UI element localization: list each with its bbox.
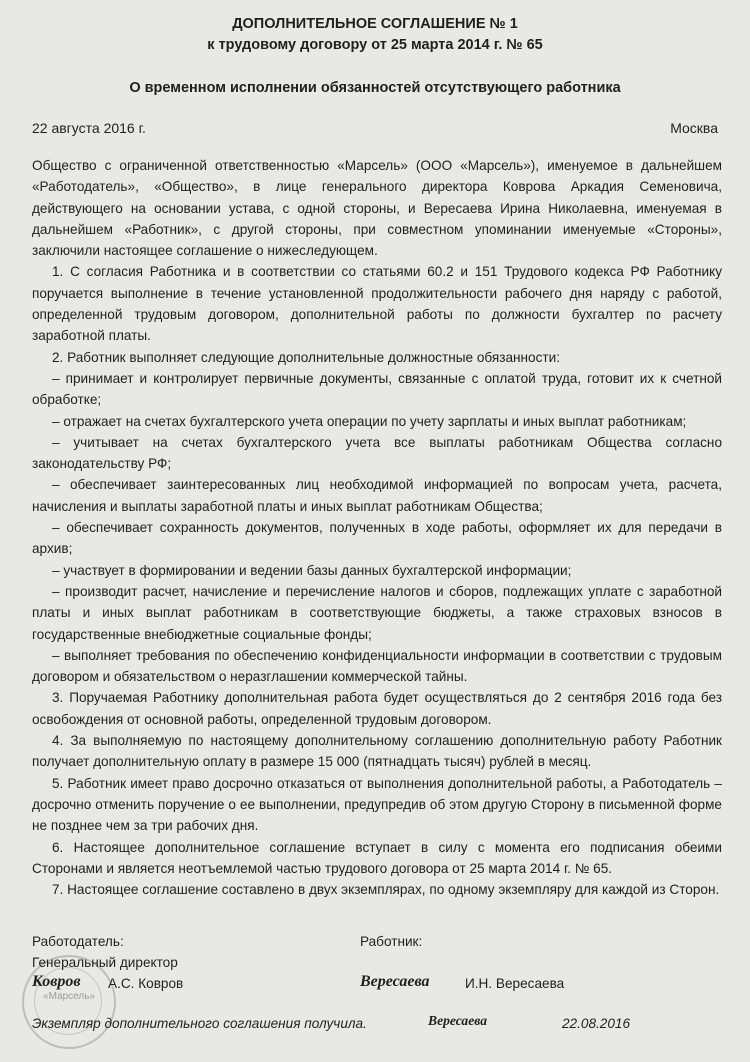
document-title: ДОПОЛНИТЕЛЬНОЕ СОГЛАШЕНИЕ № 1 (232, 16, 518, 32)
duty-item: – учитывает на счетах бухгалтерского учета все выплаты работникам Общества согласно законодательству РФ; (32, 434, 722, 472)
receipt-note: Экземпляр дополнительного соглашения получила. (32, 1016, 367, 1031)
clause-2: 2. Работник выполняет следующие дополнительные должностные обязанности: (52, 349, 560, 365)
duty-item: – участвует в формировании и ведении базы данных бухгалтерской информации; (52, 562, 572, 578)
receipt-date: 22.08.2016 (562, 1016, 631, 1031)
duty-item: – отражает на счетах бухгалтерского учета операции по учету зарплаты и иных выплат работникам; (52, 413, 687, 429)
employee-label: Работник: (360, 934, 423, 949)
document-city: Москва (670, 120, 718, 136)
stamp-text: «Марсель» (43, 991, 95, 1002)
document-subtitle: О временном исполнении обязанностей отсутствующего работника (129, 80, 621, 96)
duty-item: – обеспечивает сохранность документов, полученных в ходе работы, оформляет их для передачи в архив; (32, 520, 722, 557)
clause-3: 3. Поручаемая Работнику дополнительная работа будет осуществляться до 2 сентября 2016 года без освобождения от основной работы, определенной трудовым договором. (32, 690, 722, 727)
clause-7: 7. Настоящее соглашение составлено в двух экземплярах, по одному экземпляру для каждой из Сторон. (52, 882, 720, 898)
duty-item: – обеспечивает заинтересованных лиц необходимой информацией по вопросам учета, расчета, начисления и выплаты заработной платы и иных выплат работникам Общества; (32, 477, 722, 514)
clause-6: 6. Настоящее дополнительное соглашение вступает в силу с момента его подписания обеими Сторонами и является неотъемлемой частью трудового договора от 25 марта 2014 г. № 65. (32, 839, 722, 876)
clause-1: 1. С согласия Работника и в соответствии со статьями 60.2 и 151 Трудового кодекса РФ Работнику поручается выполнение в течение установленной продолжительности рабочего дня наряду с работой, определенной трудовым договором, дополнительной работы по должности бухгалтер по расчету заработной платы. (32, 264, 722, 344)
employer-name: А.С. Ковров (108, 976, 184, 991)
clause-4: 4. За выполняемую по настоящему дополнительному соглашению дополнительную работу Работник получает дополнительную оплату в размере 15 000 (пятнадцать тысяч) рублей в месяц. (32, 733, 722, 770)
intro-paragraph: Общество с ограниченной ответственностью «Марсель» (ООО «Марсель»), именуемое в дальнейшем «Работодатель», «Общество», в лице генерального директора Коврова Аркадия Семеновича, действующего на основании устава, с одной стороны, и Вересаева Ирина Николаевна, именуемая в дальнейшем «Работник», с другой стороны, при совместном упоминании именуемые «Стороны», заключили настоящее соглашение о нижеследующем. (32, 158, 722, 259)
employer-position: Генеральный директор (32, 955, 178, 970)
employee-signature: Вересаева (360, 973, 430, 990)
document-date: 22 августа 2016 г. (32, 120, 146, 136)
duty-item: – принимает и контролирует первичные документы, связанные с оплатой труда, готовит их к счетной обработке; (32, 370, 722, 408)
agreement-body (32, 155, 722, 900)
employer-label: Работодатель: (32, 934, 124, 949)
duty-item: – выполняет требования по обеспечению конфиденциальности информации в соответствии с трудовым договором и обязательством о неразглашении коммерческой тайны. (32, 647, 722, 685)
clause-5: 5. Работник имеет право досрочно отказаться от выполнения дополнительной работы, а Работодатель – досрочно отменить поручение о ее выполнении, предупредив об этом другую Сторону в письменной форме не позднее чем за три рабочих дня. (32, 775, 722, 834)
document-title-line2: к трудовому договору от 25 марта 2014 г. № 65 (207, 37, 543, 53)
receipt-signature: Вересаева (428, 1013, 488, 1028)
employer-signature: Ковров (32, 973, 81, 990)
employee-name: И.Н. Вересаева (465, 976, 565, 991)
duty-item: – производит расчет, начисление и перечисление налогов и сборов, подлежащих уплате с заработной платы и иных выплат работникам в соответствующие бюджеты, а также страховых взносов в государственные внебюджетные социальные фонды; (32, 583, 722, 642)
